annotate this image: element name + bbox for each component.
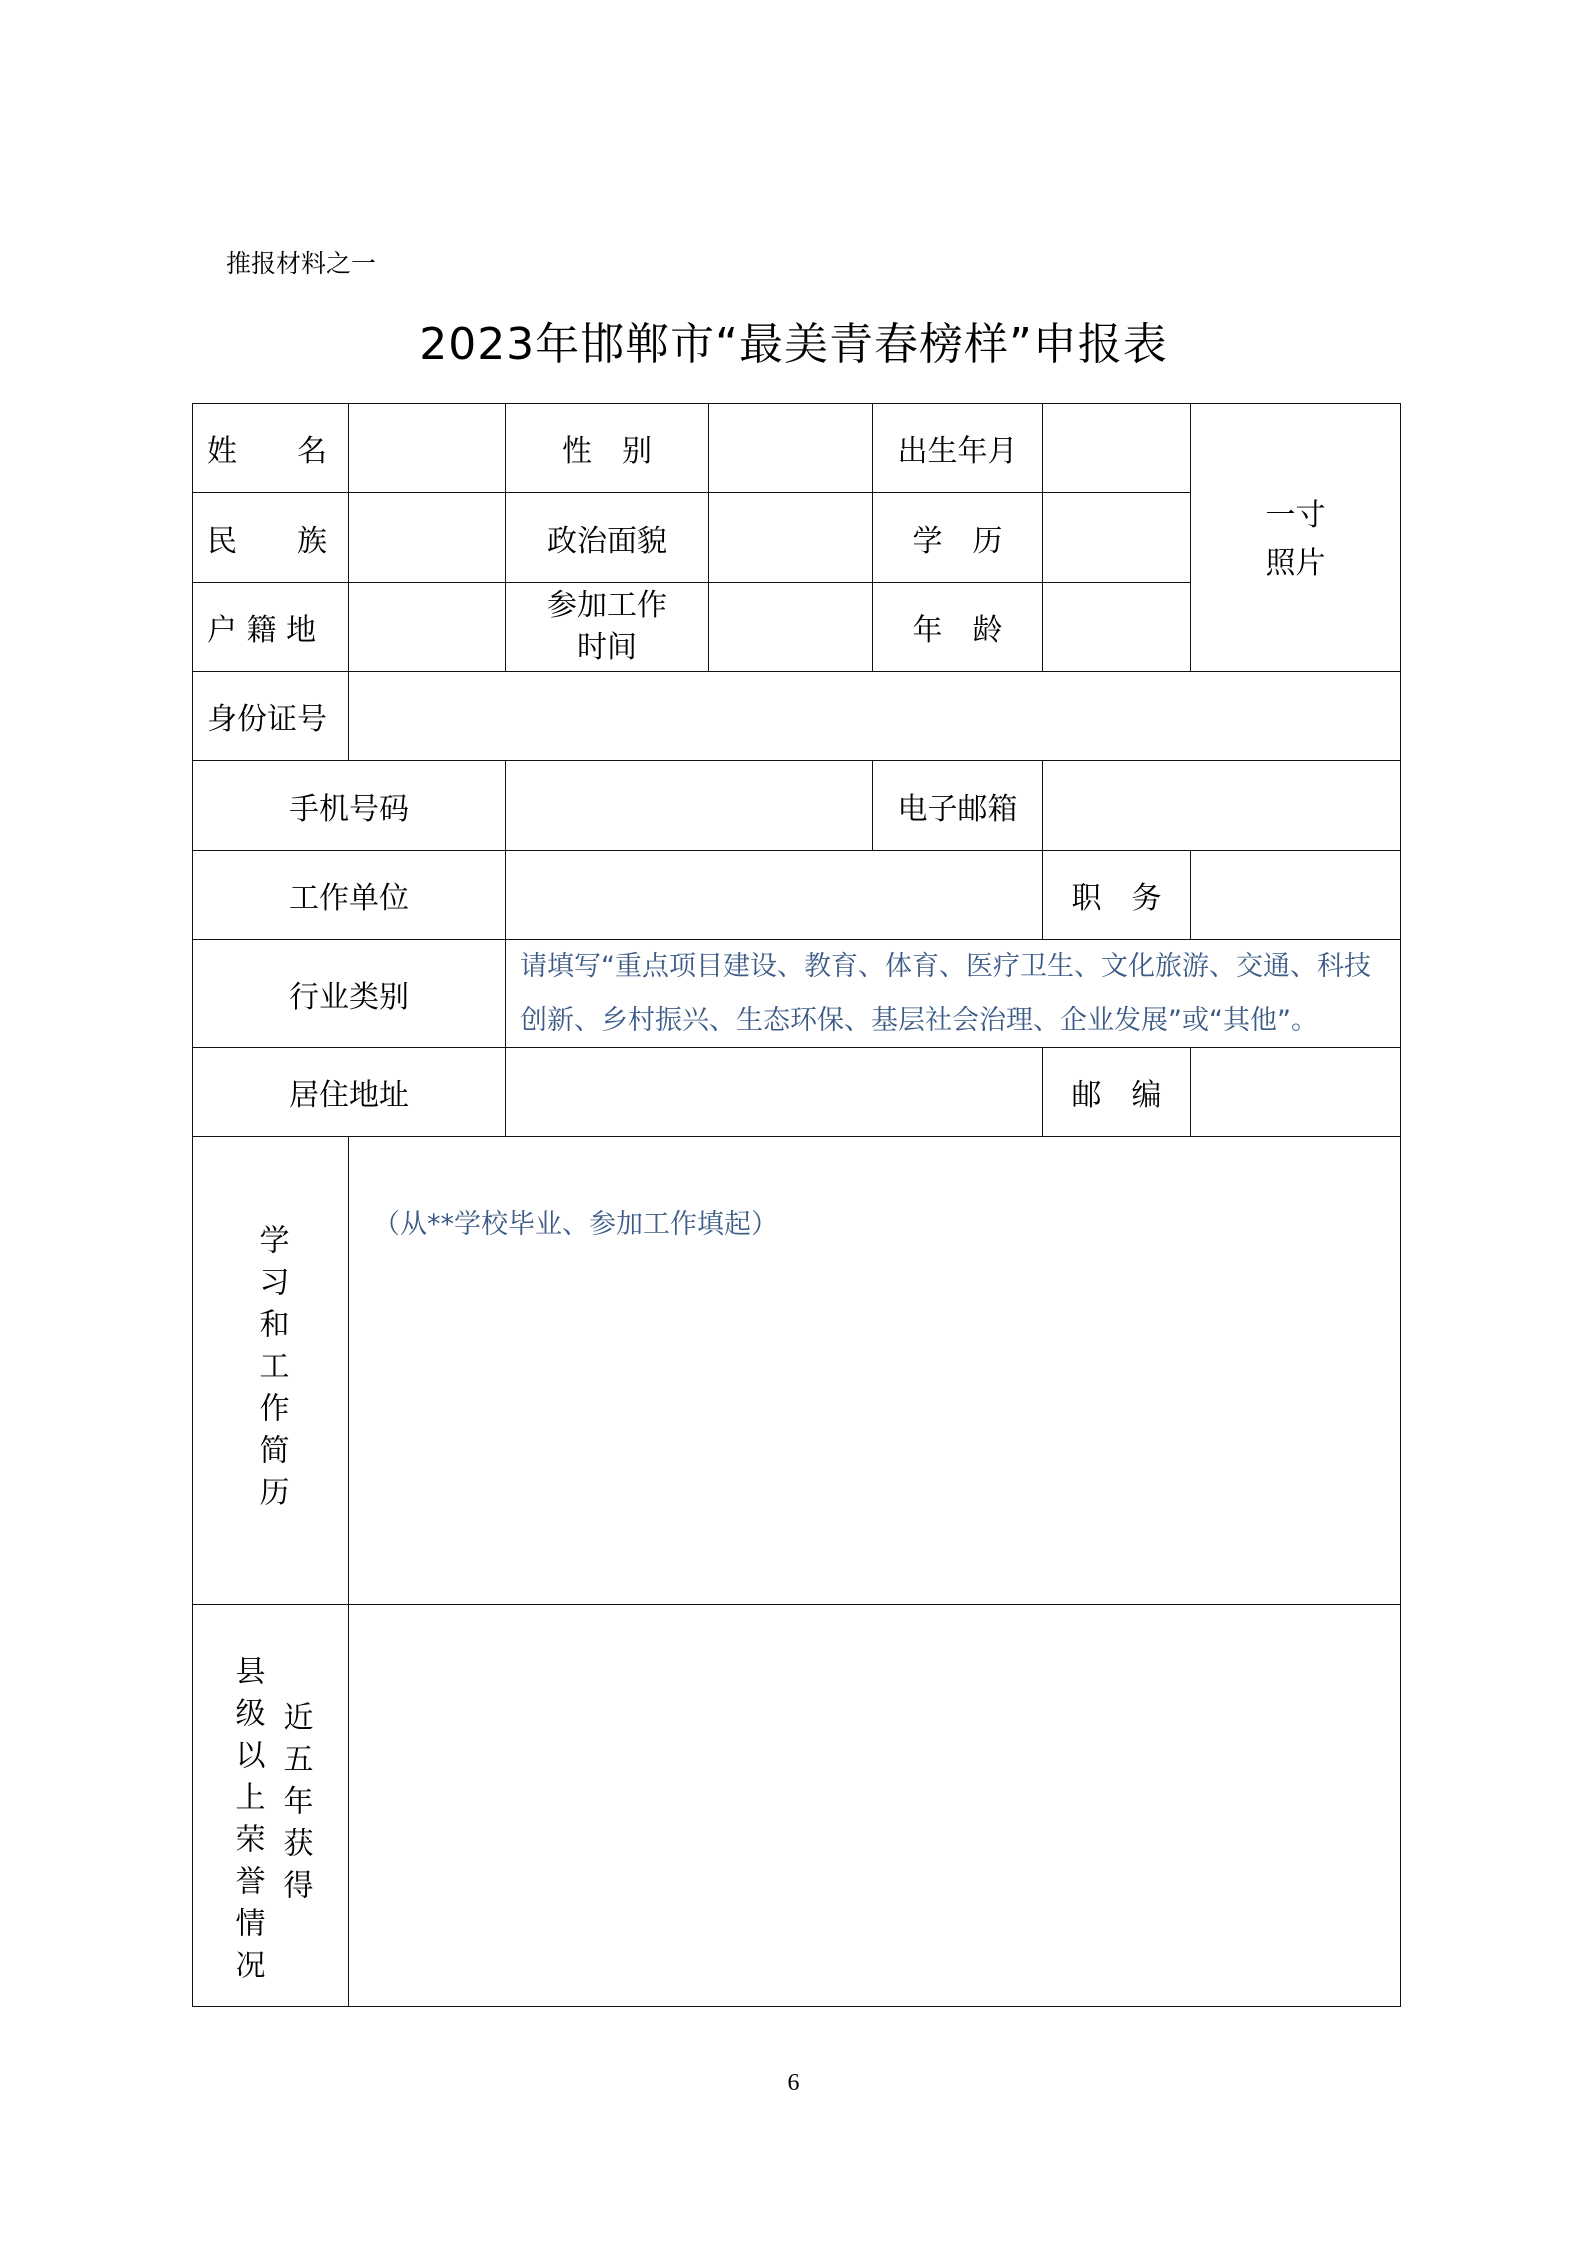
resume-hint: （从**学校毕业、参加工作填起） bbox=[373, 1209, 778, 1240]
work-start-field[interactable] bbox=[708, 582, 873, 672]
position-field[interactable] bbox=[1190, 850, 1401, 940]
hukou-field[interactable] bbox=[348, 582, 506, 672]
political-label: 政治面貌 bbox=[505, 492, 709, 583]
photo-label-2: 照片 bbox=[1265, 545, 1326, 581]
address-field[interactable] bbox=[505, 1047, 1043, 1137]
postcode-label: 邮 编 bbox=[1042, 1047, 1191, 1137]
birth-field[interactable] bbox=[1042, 403, 1191, 493]
photo-box[interactable] bbox=[1190, 403, 1401, 672]
phone-label: 手机号码 bbox=[192, 760, 506, 851]
education-label: 学 历 bbox=[872, 492, 1043, 583]
honors-field[interactable] bbox=[348, 1604, 1401, 2007]
photo-label-1: 一寸 bbox=[1265, 497, 1326, 533]
resume-label-text: 学习和工作简历 bbox=[253, 1223, 289, 1518]
work-start-label-line1: 参加工作 bbox=[547, 588, 667, 623]
address-label: 居住地址 bbox=[192, 1047, 506, 1137]
gender-label: 性 别 bbox=[505, 403, 709, 493]
hukou-label: 户 籍 地 bbox=[192, 582, 349, 672]
age-field[interactable] bbox=[1042, 582, 1191, 672]
name-field[interactable] bbox=[348, 403, 506, 493]
resume-label bbox=[192, 1136, 349, 1605]
name-label: 姓 名 bbox=[192, 403, 349, 493]
birth-label: 出生年月 bbox=[872, 403, 1043, 493]
ethnicity-field[interactable] bbox=[348, 492, 506, 583]
phone-field[interactable] bbox=[505, 760, 873, 851]
page-number: 6 bbox=[787, 2070, 800, 2096]
postcode-field[interactable] bbox=[1190, 1047, 1401, 1137]
age-label: 年 龄 bbox=[872, 582, 1043, 672]
gender-field[interactable] bbox=[708, 403, 873, 493]
industry-field[interactable] bbox=[505, 939, 1401, 1048]
resume-field[interactable] bbox=[348, 1136, 1401, 1605]
industry-label: 行业类别 bbox=[192, 939, 506, 1048]
page-title: 2023年邯郸市“最美青春榜样”申报表 bbox=[419, 319, 1168, 370]
work-start-label bbox=[505, 582, 709, 672]
honors-label bbox=[192, 1604, 349, 2007]
honors-label-line1: 近五年获得 bbox=[277, 1700, 313, 1911]
document-subtitle: 推报材料之一 bbox=[226, 249, 377, 278]
honors-label-line2: 县级以上荣誉情况 bbox=[229, 1655, 265, 1991]
industry-hint: 请填写“重点项目建设、教育、体育、医疗卫生、文化旅游、交通、科技创新、乡村振兴、生态环保、基层社会治理、企业发展”或“其他”。 bbox=[520, 951, 1371, 1036]
ethnicity-label: 民 族 bbox=[192, 492, 349, 583]
position-label: 职 务 bbox=[1042, 850, 1191, 940]
id-label: 身份证号 bbox=[192, 671, 349, 761]
email-label: 电子邮箱 bbox=[872, 760, 1043, 851]
political-field[interactable] bbox=[708, 492, 873, 583]
work-start-label-line2: 时间 bbox=[577, 630, 637, 665]
id-field[interactable] bbox=[348, 671, 1401, 761]
employer-field[interactable] bbox=[505, 850, 1043, 940]
education-field[interactable] bbox=[1042, 492, 1191, 583]
email-field[interactable] bbox=[1042, 760, 1401, 851]
employer-label: 工作单位 bbox=[192, 850, 506, 940]
